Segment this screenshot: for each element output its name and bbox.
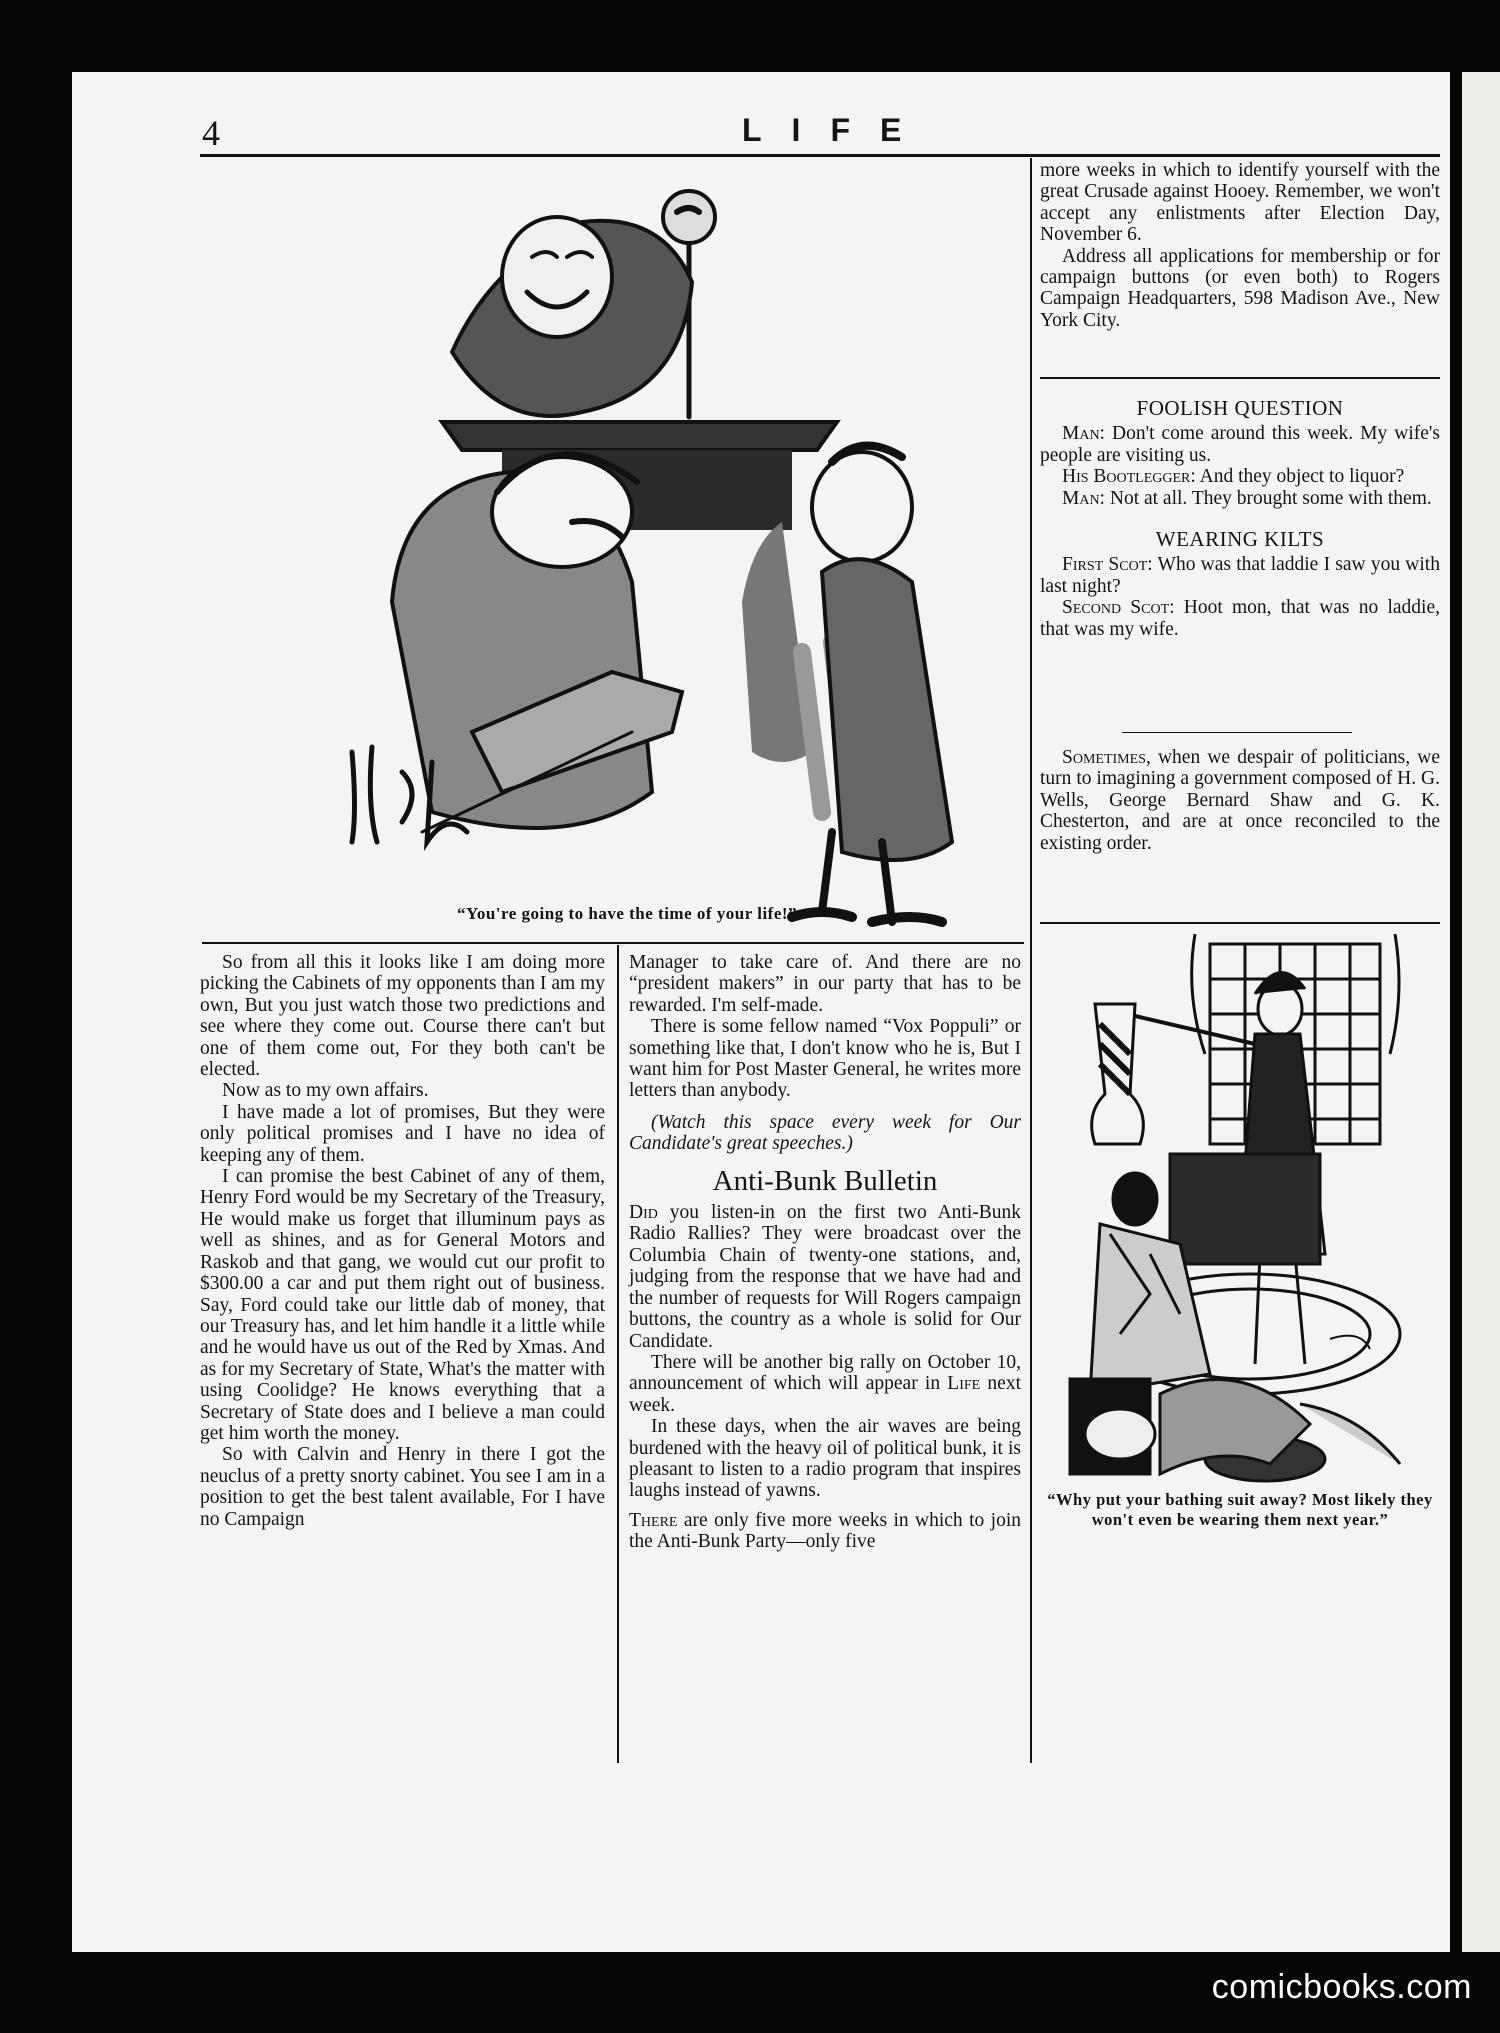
wearing-kilts-title: WEARING KILTS	[1155, 527, 1325, 552]
fq-speaker-2: His Bootlegger:	[1062, 466, 1196, 488]
foolish-question-section	[1040, 384, 1440, 640]
bulletin-paragraph-1: you listen-in on the first two Anti-Bunk Radio Rallies? They were broadcast over the Columbia Chain of twenty-one stations, and, judging from the response that we have had and the number of requests for Will Rogers campaign buttons, the country as a whole is solid for Our Candidate.	[629, 1202, 1021, 1352]
middle-column-text	[629, 952, 1021, 1553]
left-paragraph-5: So with Calvin and Henry in there I got the neuclus of a pretty snorty cabinet. You see I am in a position to get the best talent available, For I have no Campaign	[200, 1444, 605, 1530]
magazine-page	[72, 72, 1450, 1952]
fq-line-3: Not at all. They brought some with them.	[1104, 487, 1432, 509]
middle-paragraph-2: There is some fellow named “Vox Poppuli” or something like that, I don't know who he is, But I want him for Post Master General, he writes more letters than anybody.	[629, 1016, 1021, 1102]
politicians-lead: Sometimes,	[1062, 747, 1151, 768]
politicians-paragraph	[1040, 747, 1440, 854]
right-rule-2	[1040, 922, 1440, 924]
bulletin-title: Anti-Bunk Bulletin	[712, 1164, 938, 1197]
left-paragraph-4: I can promise the best Cabinet of any of them, Henry Ford would be my Secretary of the Treasury, He would make us forget that illuminum pays as well as shines, and as for General Motors and Raskob and that gang, we would cut our profit to $300.00 a car and put them right out of business. Say, Ford could take our little dab of money, that our Treasury has, and let him handle it a little while and he would have us out of the Red by Xmas. And as for my Secretary of State, What's the matter with using Coolidge? He knows everything that a Secretary of State does and I believe a man could get him worth the money.	[200, 1166, 605, 1444]
cartoon-caption-right: “Why put your bathing suit away? Most likely they won't even be wearing them next year.”	[1047, 1490, 1433, 1529]
page-number: 4	[202, 113, 220, 153]
column-rule-middle	[617, 945, 619, 1763]
fq-line-1: Don't come around this week. My wife's people are visiting us.	[1040, 423, 1440, 466]
bulletin-lead-2: There	[629, 1509, 678, 1531]
fq-speaker-3: Man:	[1062, 487, 1105, 509]
bulletin-paragraph-2b: next week.	[629, 1373, 1021, 1416]
wk-line-2: Hoot mon, that was no laddie, that was my wife.	[1040, 597, 1440, 640]
right-top-paragraph-1: more weeks in which to identify yourself with the great Crusade against Hooey. Remember, we won't accept any enlistments after Election Day, November 6.	[1040, 160, 1440, 246]
cartoon-caption-top: “You're going to have the time of your life!”	[456, 904, 798, 923]
wk-speaker-1: First Scot:	[1062, 554, 1153, 576]
cartoon-illustration-court	[272, 172, 1032, 962]
bulletin-paragraph-4: are only five more weeks in which to join the Anti-Bunk Party—only five	[629, 1509, 1021, 1553]
watermark: comicbooks.com	[1211, 1968, 1472, 2006]
bulletin-paragraph-2a: There will be another big rally on October 10, announcement of which will appear in	[629, 1351, 1021, 1395]
adjacent-page-edge	[1462, 72, 1500, 1952]
bulletin-life: Life	[947, 1373, 981, 1395]
wk-line-1: Who was that laddie I saw you with last night?	[1040, 554, 1440, 597]
left-paragraph-2: Now as to my own affairs.	[222, 1080, 429, 1102]
cartoon-illustration-bathing-suit	[1040, 934, 1440, 1494]
section-rule-left	[202, 942, 1024, 944]
right-rule-1	[1040, 377, 1440, 379]
right-column-text	[1040, 160, 1440, 331]
middle-paragraph-1: Manager to take care of. And there are no “president makers” in our party that has to be rewarded. I'm self-made.	[629, 952, 1021, 1016]
column-rule-right	[1030, 158, 1032, 1763]
header-rule	[200, 154, 1440, 157]
right-top-paragraph-2: Address all applications for membership or for campaign buttons (or even both) to Rogers Campaign Headquarters, 598 Madison Ave., New York City.	[1040, 245, 1440, 331]
italic-note: (Watch this space every week for Our Candidate's great speeches.)	[629, 1111, 1021, 1155]
masthead: LIFE	[742, 112, 932, 148]
bulletin-lead: Did	[629, 1202, 658, 1224]
politicians-text: when we despair of politicians, we turn to imagining a government composed of H. G. Wells, George Bernard Shaw and G. K. Chesterton, and are at once reconciled to the existing order.	[1040, 747, 1440, 854]
bulletin-paragraph-3: In these days, when the air waves are being burdened with the heavy oil of political bunk, it is pleasant to listen to a radio program that inspires laughs instead of yawns.	[629, 1416, 1021, 1502]
left-column-text	[200, 952, 605, 1530]
foolish-question-title: FOOLISH QUESTION	[1136, 396, 1344, 420]
fq-line-2: And they object to liquor?	[1195, 466, 1405, 488]
wk-speaker-2: Second Scot:	[1062, 597, 1175, 619]
short-rule	[1122, 732, 1352, 733]
left-paragraph-1: So from all this it looks like I am doing more picking the Cabinets of my opponents than I am my own, But you just watch those two predictions and see where they come out. Course there can't but one of them come out, For they both can't be elected.	[200, 952, 605, 1081]
left-paragraph-3: I have made a lot of promises, But they were only political promises and I have no idea of keeping any of them.	[200, 1101, 605, 1166]
fq-speaker-1: Man:	[1062, 423, 1105, 445]
